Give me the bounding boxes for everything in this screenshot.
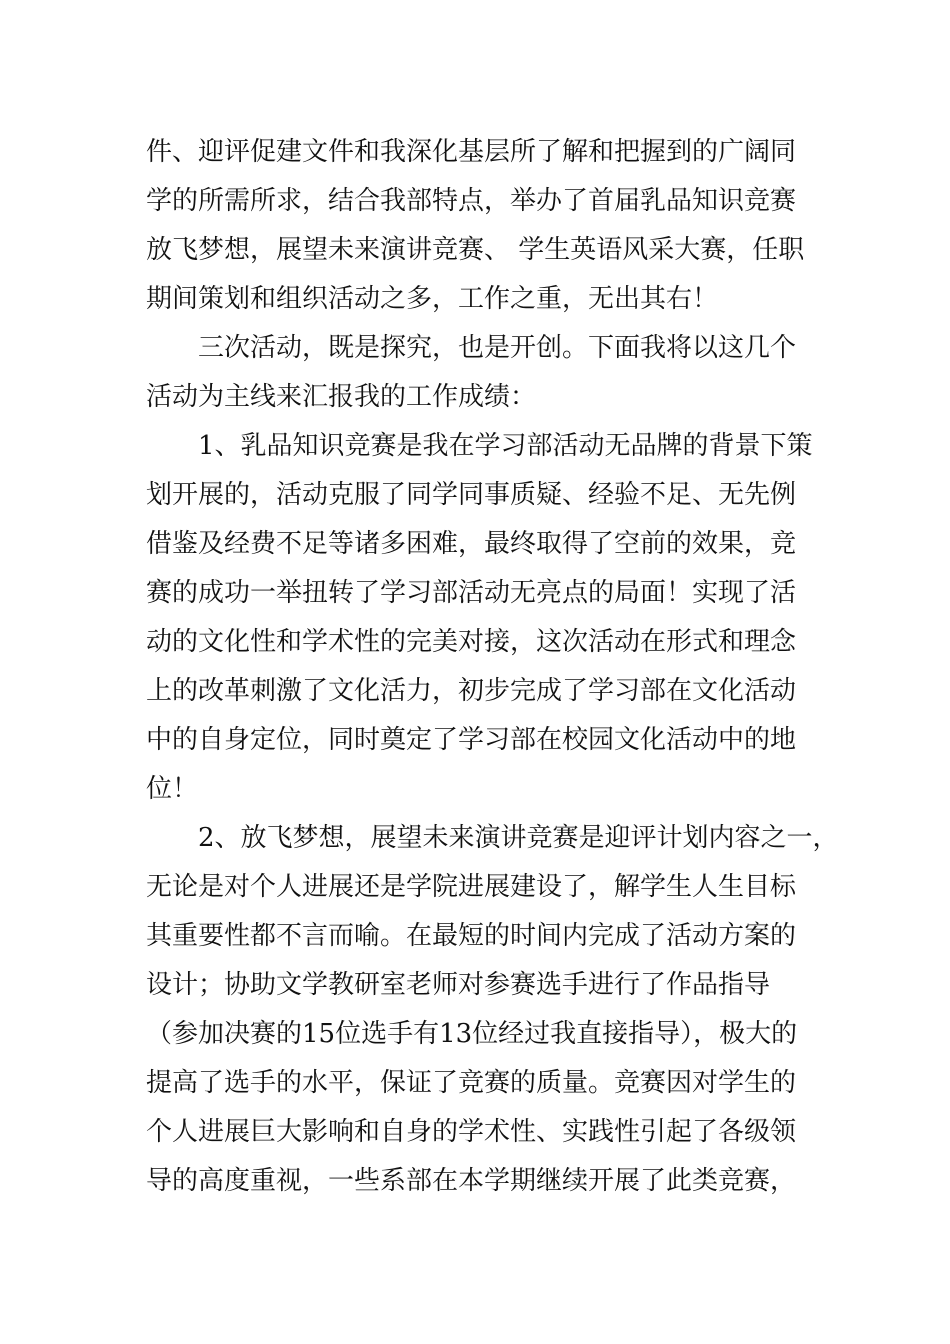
text-line: 设计；协助文学教研室老师对参赛选手进行了作品指导 [146,970,771,1000]
text-line: 活动为主线来汇报我的工作成绩： [146,382,537,412]
text-line: 个人进展巨大影响和自身的学术性、实践性引起了各级领 [146,1117,797,1147]
text-line: （参加决赛的15位选手有13位经过我直接指导），极大的 [146,1019,798,1049]
paragraph-first-line: 2、放飞梦想，展望未来演讲竞赛是迎评计划内容之一， [198,823,839,853]
text-line: 借鉴及经费不足等诸多困难，最终取得了空前的效果，竞 [146,529,797,559]
text-line: 动的文化性和学术性的完美对接，这次活动在形式和理念 [146,627,797,657]
text-line: 其重要性都不言而喻。在最短的时间内完成了活动方案的 [146,921,797,951]
text-line: 放飞梦想，展望未来演讲竞赛、 学生英语风采大赛，任职 [146,235,805,265]
text-line: 件、迎评促建文件和我深化基层所了解和把握到的广阔同 [146,137,797,167]
text-line: 位！ [146,774,199,804]
paragraph-first-line: 1、乳品知识竞赛是我在学习部活动无品牌的背景下策 [198,431,813,461]
text-line: 导的高度重视，一些系部在本学期继续开展了此类竞赛， [146,1166,797,1196]
text-line: 期间策划和组织活动之多，工作之重，无出其右！ [146,284,719,314]
body-text [146,128,839,1206]
text-line: 赛的成功一举扭转了学习部活动无亮点的局面！实现了活 [146,578,797,608]
text-line: 中的自身定位，同时奠定了学习部在校园文化活动中的地 [146,725,797,755]
paragraph-first-line: 三次活动，既是探究，也是开创。下面我将以这几个 [198,333,797,363]
text-line: 无论是对个人进展还是学院进展建设了，解学生人生目标 [146,872,797,902]
text-line: 学的所需所求，结合我部特点，举办了首届乳品知识竞赛 [146,186,797,216]
text-line: 上的改革刺激了文化活力，初步完成了学习部在文化活动 [146,676,797,706]
text-line: 划开展的，活动克服了同学同事质疑、经验不足、无先例 [146,480,797,510]
text-line: 提高了选手的水平，保证了竞赛的质量。竞赛因对学生的 [146,1068,797,1098]
